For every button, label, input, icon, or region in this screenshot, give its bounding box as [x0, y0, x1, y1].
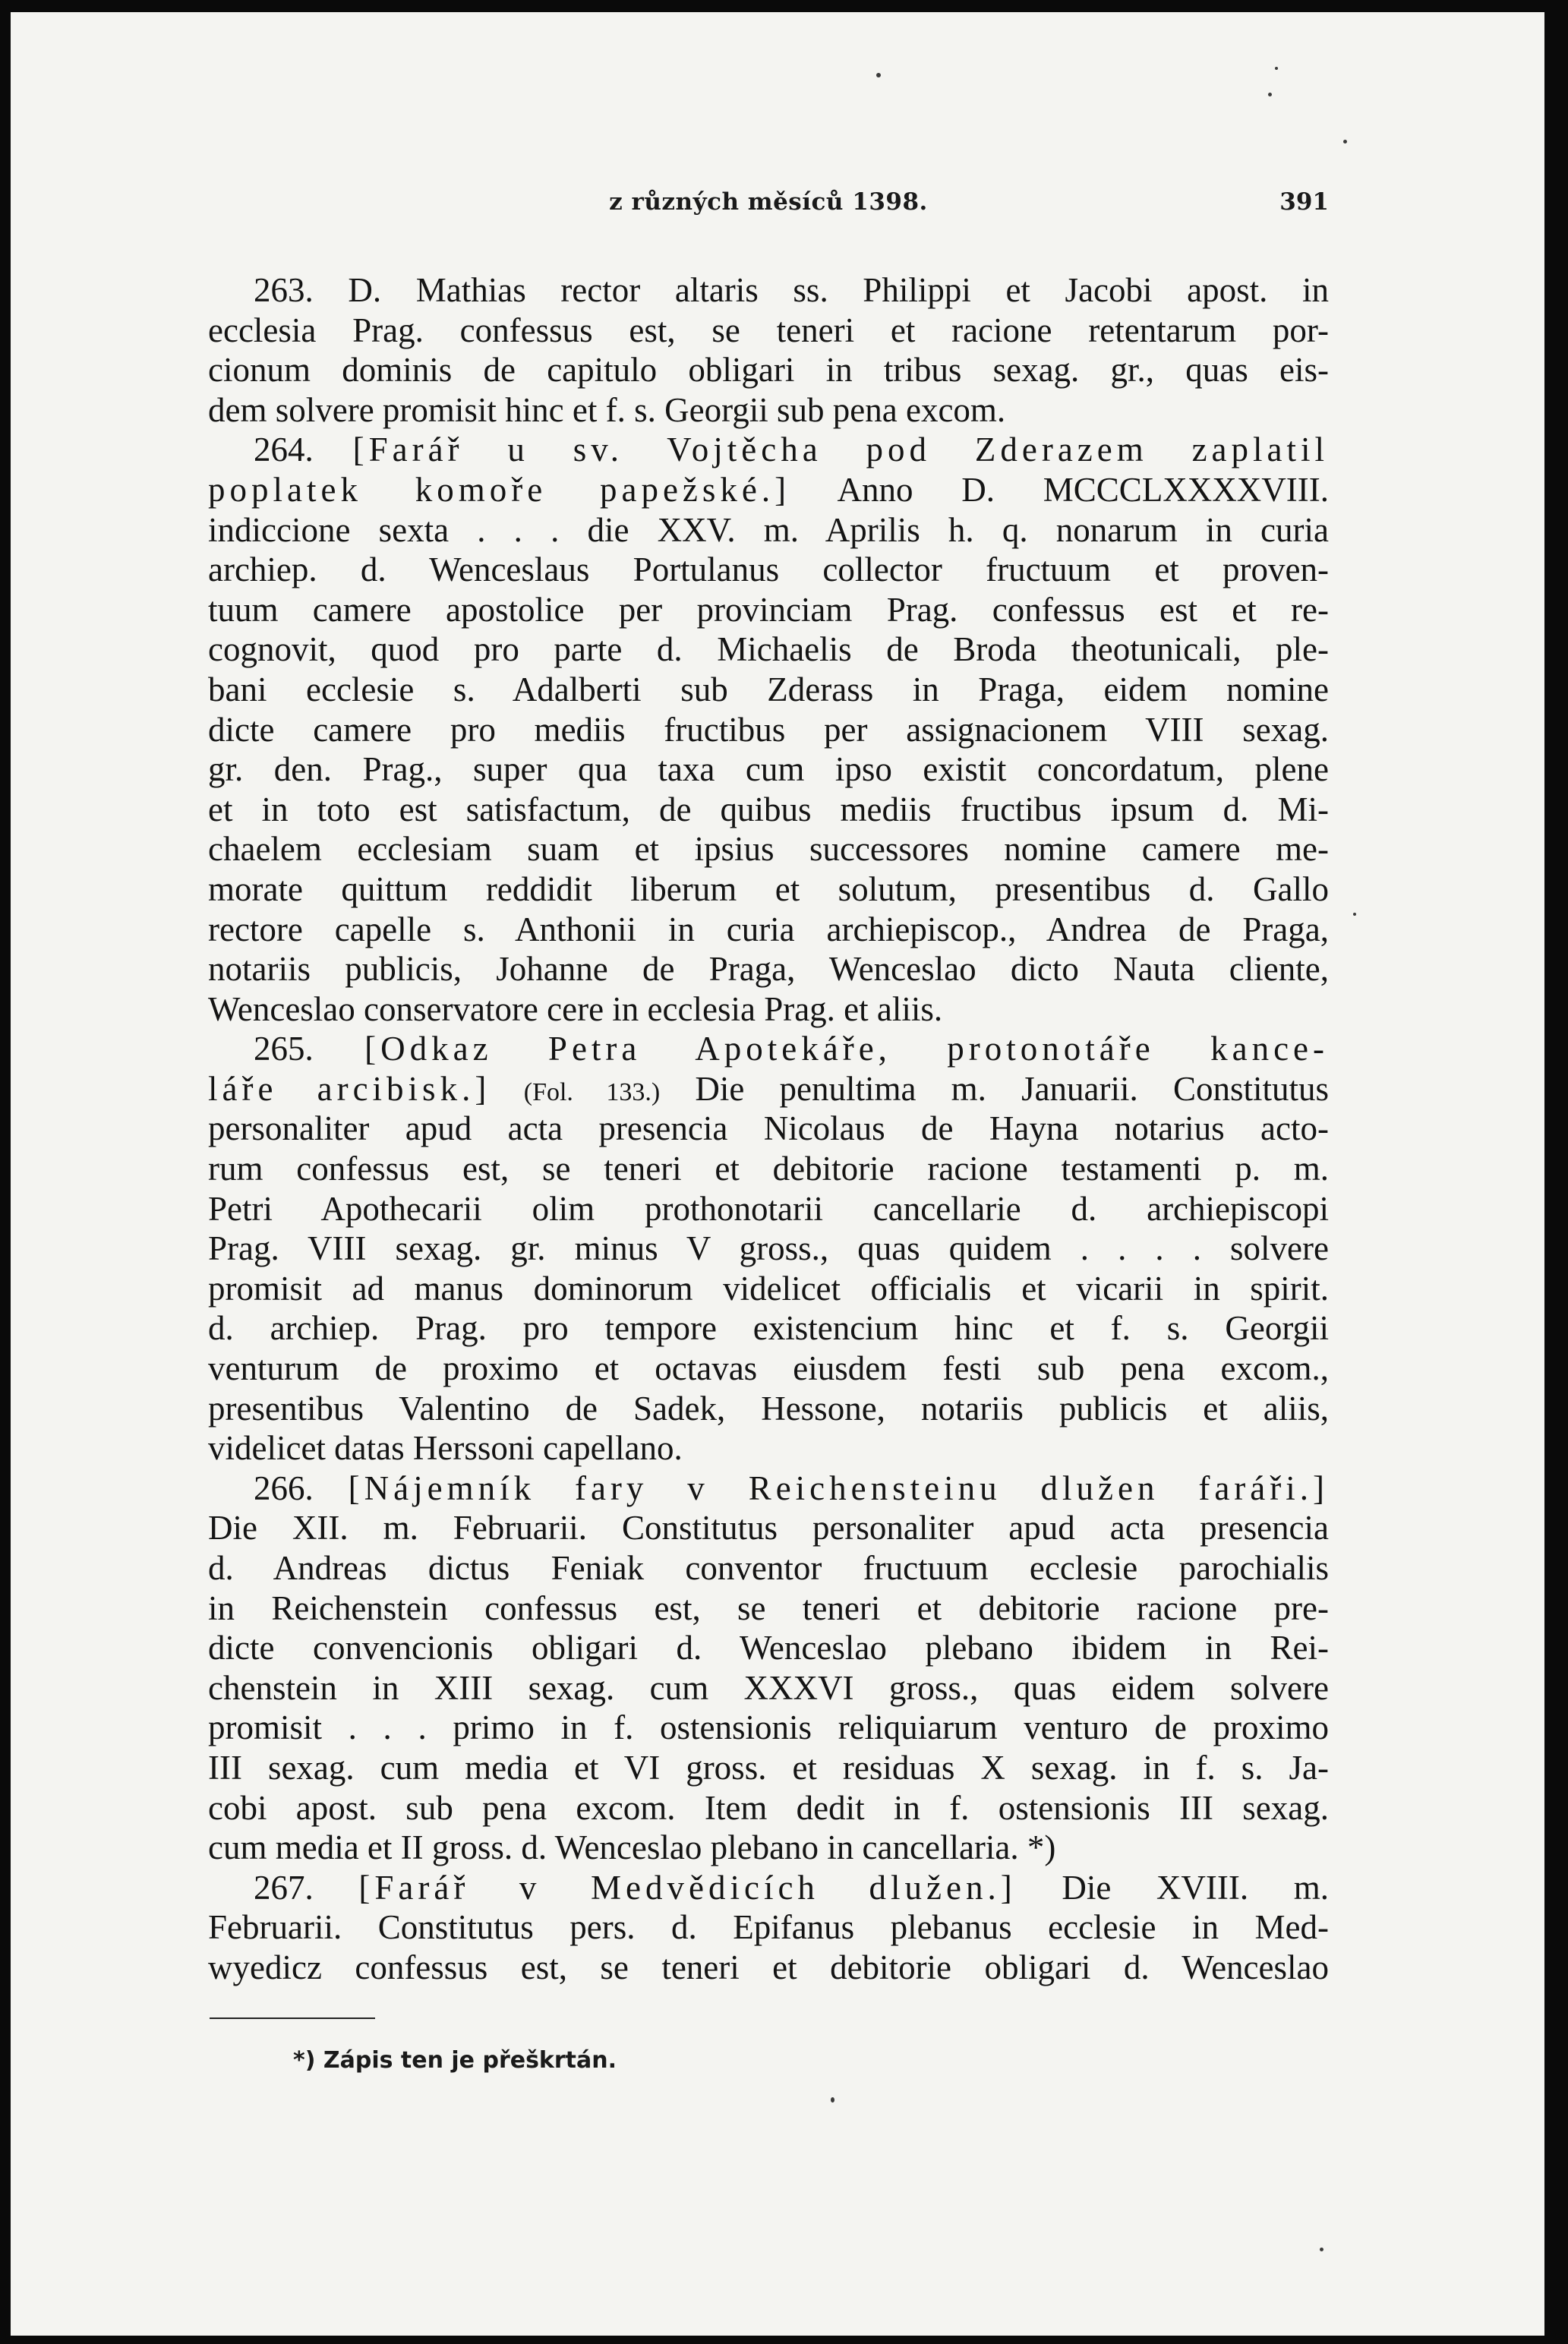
text-line: Petri Apothecarii olim prothonotarii cancellarie d. archiepiscopi	[208, 1189, 1329, 1228]
scan-speck	[1268, 93, 1272, 96]
folio-reference: (Fol. 133.)	[491, 1077, 661, 1106]
scan-speck	[1343, 140, 1347, 144]
text-line: personaliter apud acta presencia Nicolaus de Hayna notarius acto-	[208, 1109, 1329, 1148]
text-line: archiep. d. Wenceslaus Portulanus collector fructuum et proven-	[208, 551, 1329, 589]
entry-text: Die penultima m. Januarii. Constitutus	[660, 1069, 1329, 1108]
text-line: videlicet datas Herssoni capellano.	[208, 1429, 683, 1468]
footnote: *) Zápis ten je přeškrtán.	[293, 2047, 617, 2074]
running-head-title: z různých měsíců 1398.	[609, 188, 928, 216]
page-number: 391	[1279, 188, 1329, 216]
entry-text: Die XVIII. m.	[1016, 1868, 1329, 1907]
text-line: cobi apost. sub pena excom. Item dedit in f. ostensionis III sexag.	[208, 1788, 1329, 1827]
scan-speck	[876, 73, 881, 77]
text-line: Prag. VIII sexag. gr. minus V gross., quas quidem . . . . solvere	[208, 1229, 1329, 1268]
text-line: venturum de proximo et octavas eiusdem festi sub pena excom.,	[208, 1349, 1329, 1388]
text-line: chaelem ecclesiam suam et ipsius successores nomine camere me-	[208, 830, 1329, 869]
text-line: Die XII. m. Februarii. Constitutus personaliter apud acta presencia	[208, 1509, 1329, 1547]
entry-heading: [Nájemník fary v Reichensteinu dlužen faráři.]	[348, 1469, 1329, 1507]
text-line: morate quittum reddidit liberum et solutum, presentibus d. Gallo	[208, 869, 1329, 908]
text-line: promisit . . . primo in f. ostensionis reliquiarum venturo de proximo	[208, 1708, 1329, 1747]
entry-number: 266.	[254, 1469, 349, 1507]
entry-number: 264.	[254, 431, 353, 469]
scan-speck	[1353, 913, 1356, 916]
running-head	[208, 188, 1329, 231]
text-line	[208, 1868, 1329, 1908]
entry-number: 267.	[254, 1868, 359, 1907]
text-line: notariis publicis, Johanne de Praga, Wenceslao dicto Nauta cliente,	[208, 950, 1329, 989]
text-line: chenstein in XIII sexag. cum XXXVI gross., quas eidem solvere	[208, 1668, 1329, 1707]
text-line: bani ecclesie s. Adalberti sub Zderass in Praga, eidem nomine	[208, 670, 1329, 708]
text-line: 263. D. Mathias rector altaris ss. Philippi et Jacobi apost. in	[254, 271, 1329, 309]
text-line: dem solvere promisit hinc et f. s. Georgii sub pena excom.	[208, 390, 1006, 429]
text-line: cum media et II gross. d. Wenceslao plebano in cancellaria. *)	[208, 1828, 1056, 1867]
text-line	[208, 1029, 1329, 1069]
body-text	[208, 270, 1329, 1988]
text-line: III sexag. cum media et VI gross. et residuas X sexag. in f. s. Ja-	[208, 1748, 1329, 1787]
text-line	[208, 430, 1329, 470]
text-line: Wenceslao conservatore cere in ecclesia Prag. et aliis.	[208, 989, 943, 1028]
scan-speck	[1275, 67, 1278, 70]
entry-heading: láře arcibisk.]	[208, 1069, 491, 1108]
text-line: cionum dominis de capitulo obligari in tribus sexag. gr., quas eis-	[208, 351, 1329, 390]
text-line: dicte convencionis obligari d. Wenceslao plebano ibidem in Rei-	[208, 1629, 1329, 1667]
text-line: indiccione sexta . . . die XXV. m. Aprilis h. q. nonarum in curia	[208, 510, 1329, 549]
scan-speck	[1320, 2248, 1323, 2251]
text-line: d. Andreas dictus Feniak conventor fructuum ecclesie parochialis	[208, 1549, 1329, 1587]
text-line	[208, 1469, 1329, 1509]
text-line: cognovit, quod pro parte d. Michaelis de Broda theotunicali, ple-	[208, 630, 1329, 669]
footnote-rule	[210, 2017, 375, 2019]
text-line: promisit ad manus dominorum videlicet officialis et vicarii in spirit.	[208, 1269, 1329, 1308]
text-line: Februarii. Constitutus pers. d. Epifanus plebanus ecclesie in Med-	[208, 1908, 1329, 1947]
text-line: et in toto est satisfactum, de quibus mediis fructibus ipsum d. Mi-	[208, 790, 1329, 828]
text-line: rectore capelle s. Anthonii in curia archiepiscop., Andrea de Praga,	[208, 910, 1329, 948]
text-line: gr. den. Prag., super qua taxa cum ipso existit concordatum, plene	[208, 750, 1329, 789]
entry-number: 265.	[254, 1030, 365, 1068]
scan-speck	[831, 2097, 834, 2103]
entry-heading: [Farář u sv. Vojtěcha pod Zderazem zaplatil	[352, 431, 1330, 469]
text-line: ecclesia Prag. confessus est, se teneri et racione retentarum por-	[208, 311, 1329, 349]
entry-heading: [Farář v Medvědicích dlužen.]	[358, 1868, 1017, 1907]
entry-text: Anno D. MCCCLXXXXVIII.	[790, 470, 1330, 509]
text-line: presentibus Valentino de Sadek, Hessone, notariis publicis et aliis,	[208, 1389, 1329, 1428]
text-line: d. archiep. Prag. pro tempore existencium hinc et f. s. Georgii	[208, 1309, 1329, 1348]
text-line: in Reichenstein confessus est, se teneri et debitorie racione pre-	[208, 1588, 1329, 1627]
text-line: dicte camere pro mediis fructibus per assignacionem VIII sexag.	[208, 710, 1329, 749]
entry-heading: [Odkaz Petra Apotekáře, protonotáře kance-	[364, 1030, 1330, 1068]
text-line: rum confessus est, se teneri et debitorie racione testamenti p. m.	[208, 1150, 1329, 1188]
text-line	[208, 470, 1329, 510]
text-line: wyedicz confessus est, se teneri et debitorie obligari d. Wenceslao	[208, 1948, 1329, 1986]
book-page	[11, 12, 1544, 2336]
text-line: tuum camere apostolice per provinciam Prag. confessus est et re-	[208, 590, 1329, 629]
text-line	[208, 1069, 1329, 1109]
entry-heading: poplatek komoře papežské.]	[208, 470, 791, 509]
